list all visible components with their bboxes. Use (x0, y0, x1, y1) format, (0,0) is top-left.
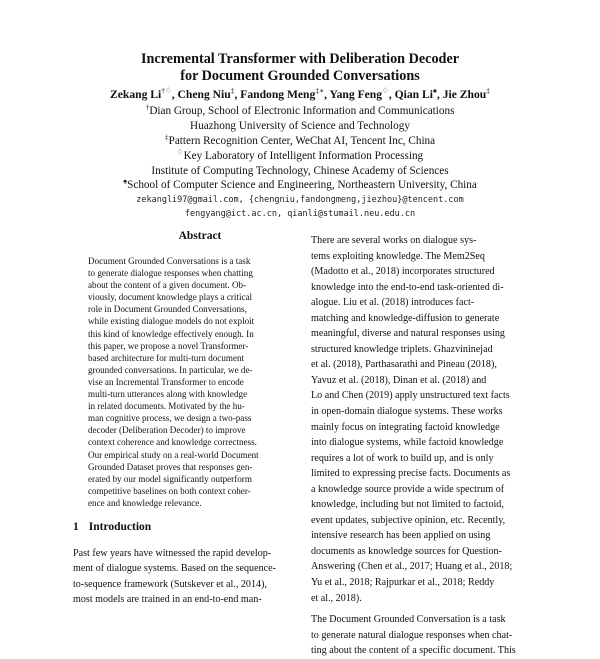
affiliation-text: Key Laboratory of Intelligent Information Processing (183, 150, 424, 162)
paragraph-line: ting about the content of a specific document. This (311, 645, 516, 657)
abstract-line: to generate dialogue responses when chatting (88, 268, 253, 279)
section-number: 1 (73, 521, 79, 533)
paragraph-line: Yavuz et al. (2018), Dinan et al. (2018) and (311, 374, 487, 386)
affiliation-1 (0, 104, 600, 118)
author-mark: ‡ (486, 86, 490, 96)
affiliation-mark: † (145, 102, 150, 112)
abstract-line: decoder (Deliberation Decoder) to improve (88, 425, 246, 436)
section-title: Introduction (88, 521, 152, 533)
abstract-line: viously, document knowledge plays a critical (88, 292, 253, 303)
abstract-line: role in Document Grounded Conversations, (88, 304, 247, 315)
abstract-line: based architecture for multi-turn document (88, 352, 245, 363)
paragraph-line: documents as knowledge sources for Question- (311, 545, 502, 557)
affiliation-4 (0, 149, 600, 163)
paragraph-line: intensive research has been applied on using (311, 530, 491, 542)
author-name: Zekang Li (110, 88, 162, 101)
author-name: Yang Feng (329, 88, 383, 101)
abstract-line: context coherence and knowledge correctness. (88, 437, 257, 448)
author-name: Jie Zhou (442, 88, 487, 101)
email-line-2: fengyang@ict.ac.cn, qianli@stumail.neu.edu.cn (184, 209, 416, 219)
paragraph-line: matching and knowledge-diffusion to generate (311, 312, 500, 324)
paragraph-line: to generate natural dialogue responses when chat- (311, 629, 513, 641)
author-name: Cheng Niu (177, 88, 231, 101)
abstract-line: competitive baselines on both context coher- (88, 485, 251, 496)
paragraph-line: knowledge into the end-to-end task-oriented di- (311, 281, 504, 293)
paragraph-line: Yu et al., 2018; Rajpurkar et al., 2018; Reddy (311, 577, 495, 589)
abstract-line: while existing dialogue models do not exploit (88, 316, 255, 327)
paper-title-line-2: for Document Grounded Conversations (180, 68, 420, 84)
author-mark: †♢ (161, 86, 172, 96)
paragraph-line: meaningful, diverse and natural responses using (311, 328, 505, 340)
introduction-body (73, 546, 295, 607)
abstract-line: this paper, we propose a novel Transformer- (88, 340, 249, 351)
author-mark: ‡∗ (315, 86, 325, 96)
affiliation-5: Institute of Computing Technology, Chinese Academy of Sciences (151, 165, 449, 177)
introduction-line: to-sequence framework (Sutskever et al., 2014), (73, 578, 267, 590)
abstract-line: in related documents. Motivated by the hu- (88, 401, 245, 412)
paragraph-line: There are several works on dialogue sys- (311, 235, 477, 246)
affiliation-2: Huazhong University of Science and Technology (190, 120, 410, 132)
abstract-line: grounded conversations. In particular, we de- (88, 364, 253, 375)
paragraph-line: a knowledge source provide a wide spectrum of (311, 483, 505, 495)
paragraph-line: et al., 2018). (311, 592, 362, 604)
affiliation-text: School of Computer Science and Engineering, Northeastern University, China (127, 179, 477, 191)
abstract-body (88, 255, 312, 509)
affiliation-mark: ‡ (164, 132, 169, 142)
abstract-line: Document Grounded Conversations is a task (88, 256, 251, 266)
introduction-heading (73, 521, 151, 533)
author-list: Zekang Li†♢, Cheng Niu‡, Fandong Meng‡∗, Yang Feng♢, Qian Li♠, Jie Zhou‡ (110, 86, 490, 101)
abstract-line: man cognitive process, we design a two-pass (88, 413, 252, 424)
right-column-body (311, 233, 533, 659)
author-mark: ‡ (230, 86, 235, 96)
affiliation-3 (0, 134, 600, 148)
paragraph-line: (Madotto et al., 2018) incorporates structured (311, 266, 495, 278)
paper-title-line-1: Incremental Transformer with Deliberation Decoder (140, 51, 460, 67)
paragraph-line: knowledge, including but not limited to factoid, (311, 499, 504, 511)
author-mark: ♢ (382, 86, 389, 96)
abstract-heading: Abstract (178, 230, 222, 242)
affiliation-mark: ♠ (123, 176, 128, 186)
affiliation-text: Dian Group, School of Electronic Information and Communications (149, 105, 455, 117)
paragraph-line: The Document Grounded Conversation is a task (311, 614, 506, 626)
introduction-line: most models are trained in an end-to-end man- (73, 593, 262, 605)
author-mark: ♠ (432, 86, 437, 96)
paragraph-line: limited to expressing precise facts. Documents as (311, 468, 511, 480)
paragraph-line: structured knowledge triplets. Ghazvininejad (311, 343, 493, 355)
paragraph-line: in open-domain dialogue systems. These works (311, 406, 503, 418)
paragraph-line: Answering (Chen et al., 2017; Huang et al., 2018; (311, 561, 513, 573)
abstract-line: vise an Incremental Transformer to encode (88, 376, 244, 387)
abstract-line: ence and knowledge relevance. (88, 497, 202, 508)
paragraph-line: mainly focus on integrating factoid knowledge (311, 421, 500, 433)
abstract-line: Our empirical study on a real-world Document (88, 449, 259, 460)
author-name: Fandong Meng (240, 88, 316, 101)
abstract-line: Grounded Dataset proves that responses gen- (88, 461, 253, 472)
affiliation-mark: ♢ (176, 147, 184, 157)
abstract-line: multi-turn utterances along with knowledge (88, 389, 248, 400)
paragraph-line: event updates, subjective opinion, etc. Recently, (311, 514, 506, 526)
introduction-line: ment of dialogue systems. Based on the sequence- (73, 563, 276, 575)
email-line-1: zekangli97@gmail.com, {chengniu,fandongmeng,jiezhou}@tencent.com (136, 195, 464, 205)
introduction-line: Past few years have witnessed the rapid develop- (73, 548, 272, 559)
paragraph-line: et al. (2018), Parthasarathi and Pineau (2018), (311, 359, 497, 371)
author-name: Qian Li (394, 88, 433, 101)
paragraph-line: requires a lot of work to build up, and is only (311, 452, 494, 464)
paragraph-line: into dialogue systems, while factoid knowledge (311, 437, 504, 449)
abstract-line: erated by our model significantly outperform (88, 473, 252, 484)
abstract-line: this kind of knowledge effectively enough. In (88, 328, 254, 339)
affiliation-text: Pattern Recognition Center, WeChat AI, Tencent Inc, China (168, 135, 436, 147)
paragraph-line: tems exploiting knowledge. The Mem2Seq (311, 250, 485, 262)
paragraph-line: Lo and Chen (2019) apply unstructured text facts (311, 390, 510, 402)
affiliation-6 (0, 178, 600, 192)
abstract-line: about the content of a given document. Ob- (88, 280, 247, 291)
paragraph-line: alogue. Liu et al. (2018) introduces fact- (311, 297, 475, 309)
